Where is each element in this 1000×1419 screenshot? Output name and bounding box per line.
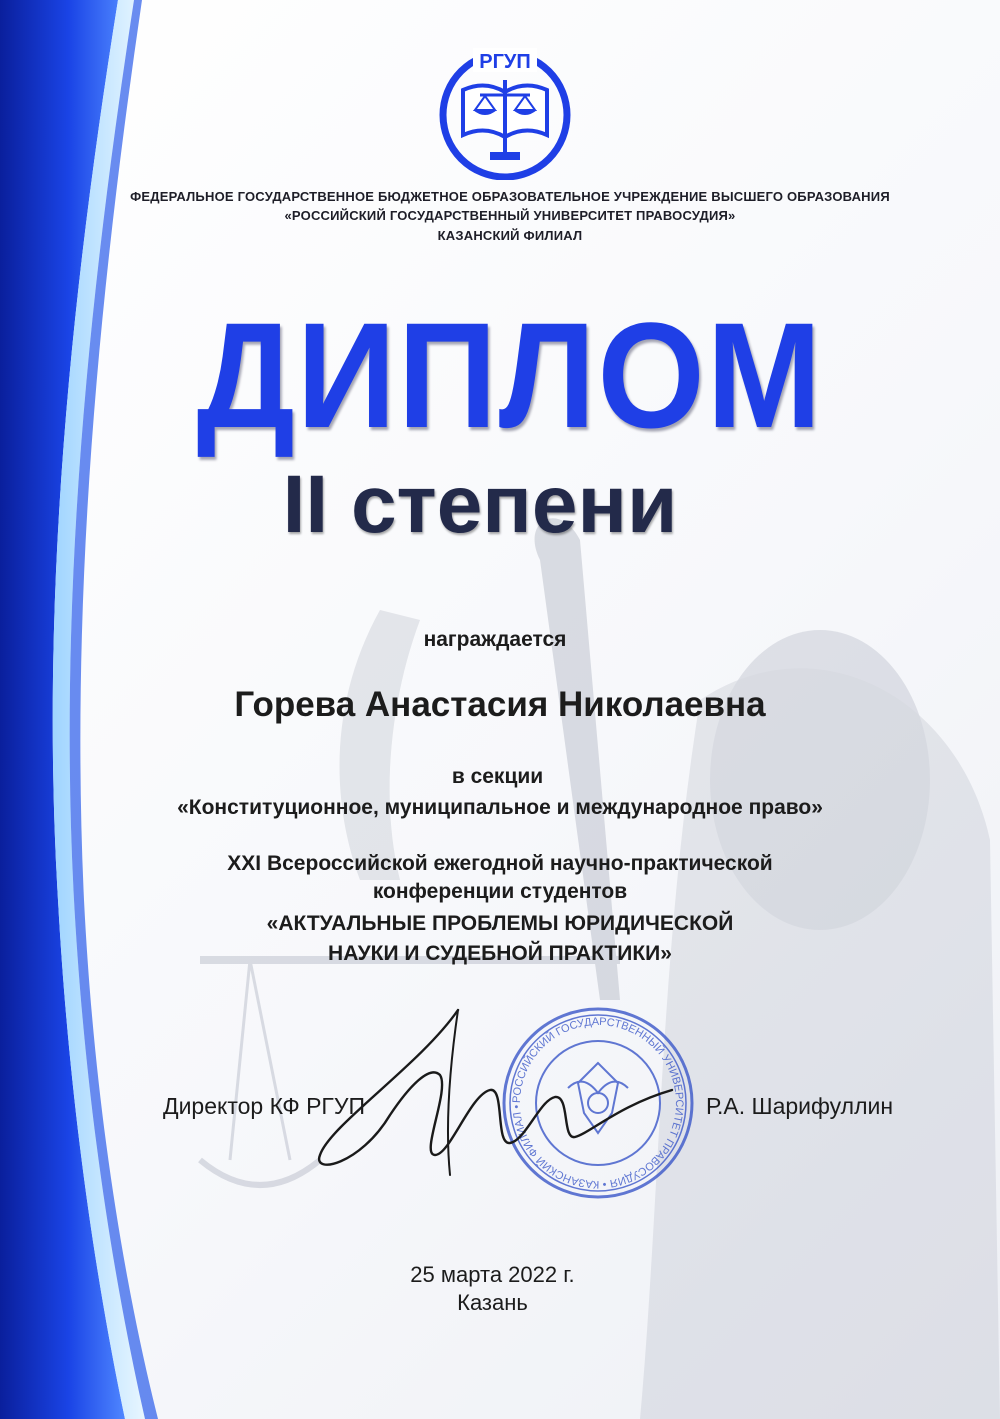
- conference-line-4: НАУКИ И СУДЕБНОЙ ПРАКТИКИ»: [328, 942, 672, 965]
- university-logo: [435, 40, 575, 180]
- conference-line-2: конференции студентов: [372, 880, 628, 903]
- logo-abbr: РГУП: [479, 51, 531, 73]
- header-org-line-1: ФЕДЕРАЛЬНОЕ ГОСУДАРСТВЕННОЕ БЮДЖЕТНОЕ ОБРАЗОВАТЕЛЬНОЕ УЧРЕЖДЕНИЕ ВЫСШЕГО ОБРАЗОВАНИЯ: [130, 189, 890, 204]
- section-name: «Конституционное, муниципальное и международное право»: [177, 796, 823, 819]
- header-org-line-2: «РОССИЙСКИЙ ГОСУДАРСТВЕННЫЙ УНИВЕРСИТЕТ ПРАВОСУДИЯ»: [284, 208, 736, 223]
- diploma-title: ДИПЛОМ: [196, 291, 824, 459]
- degree-title: II степени: [282, 459, 678, 550]
- conference-line-1: XXI Всероссийской ежегодной научно-практической: [227, 852, 773, 875]
- award-city: Казань: [457, 1290, 528, 1315]
- director-name: Р.А. Шарифуллин: [706, 1093, 894, 1119]
- recipient-name: Горева Анастасия Николаевна: [234, 685, 766, 724]
- director-title: Директор КФ РГУП: [163, 1093, 366, 1119]
- award-date: 25 марта 2022 г.: [410, 1262, 575, 1287]
- conference-line-3: «АКТУАЛЬНЫЕ ПРОБЛЕМЫ ЮРИДИЧЕСКОЙ: [266, 912, 734, 935]
- awarded-label: награждается: [423, 628, 567, 651]
- stamp-ring-text: РОССИЙСКИЙ ГОСУДАРСТВЕННЫЙ УНИВЕРСИТЕТ ПРАВОСУДИЯ • КАЗАНСКИЙ ФИЛИАЛ •: [510, 1015, 686, 1191]
- header-org-line-3: КАЗАНСКИЙ ФИЛИАЛ: [437, 228, 583, 243]
- section-label: в секции: [451, 765, 544, 788]
